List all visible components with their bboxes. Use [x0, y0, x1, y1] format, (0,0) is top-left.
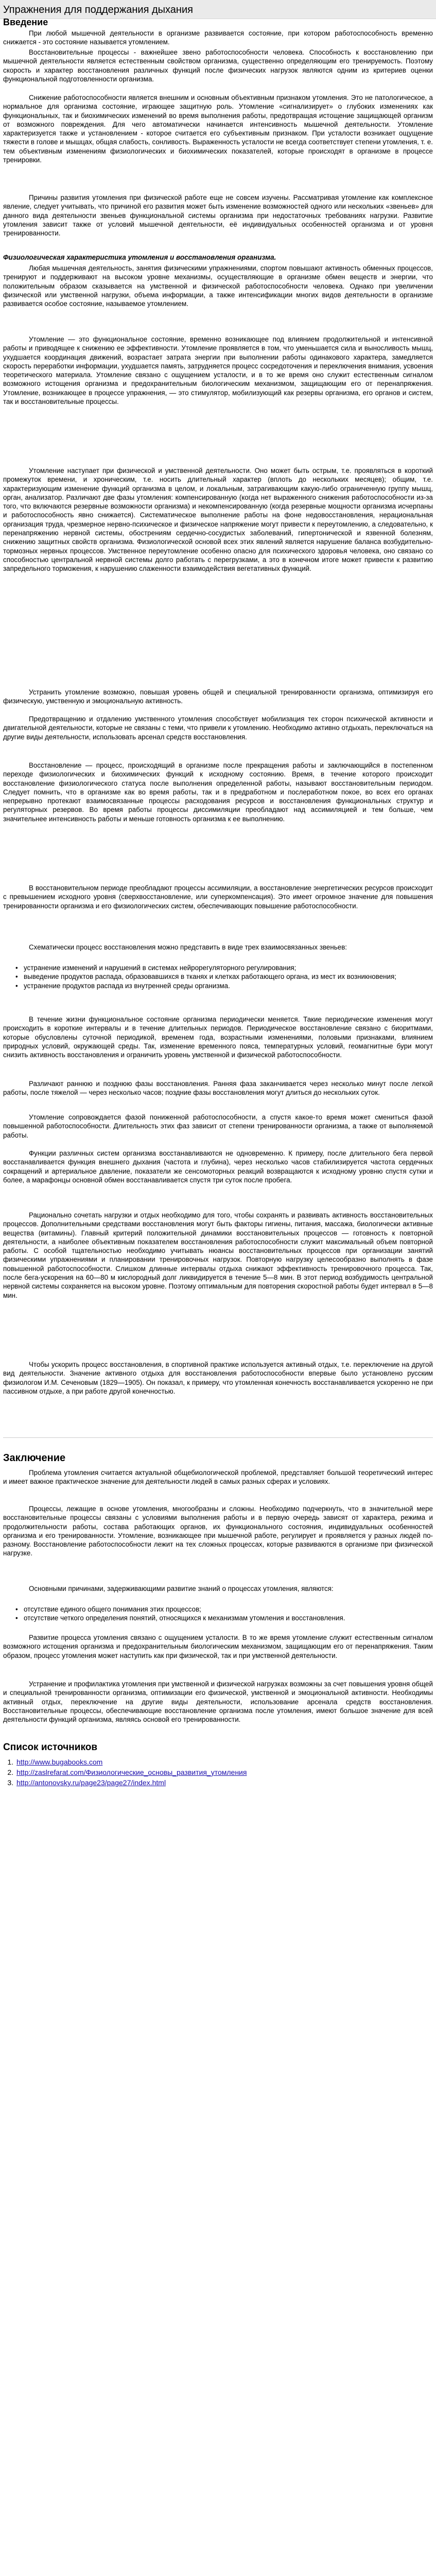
physio-paragraph-10: Различают раннюю и позднюю фазы восстановления. Ранняя фаза заканчивается через несколько минут после легкой работы, после тяжелой — через несколько часов; поздние фазы восстановления могут длиться до нескольких суток.: [3, 1080, 433, 1097]
physio-paragraph-6: Восстановление — процесс, происходящий в организме после прекращения работы и заключающийся в постепенном переходе физиологических и биохимических функций к исходному состоянию. Время, в течение которого происходит восстановление физиологического статуса после выполнения определенной работы, называют восстановительным периодом. Следует помнить, что в организме как во время работы, так и в предработном и послеработном покое, во всех его органах непрерывно протекают взаимосвязанные процессы расходования ресурсов и восстановления функциональных структур и регуляторных резервов. Во время работы процессы диссимиляции преобладают над ассимиляцией и тем больше, чем значительнее интенсивность работы и меньше готовность организма к ее выполнению.: [3, 761, 433, 823]
source-item: [15, 1777, 436, 1788]
conclusion-heading: Заключение: [3, 1452, 66, 1464]
source-link-2[interactable]: http://zaslrefarat.com/Физиологические_основы_развития_утомления: [16, 1768, 247, 1776]
sources-heading: Список источников: [3, 1742, 98, 1753]
conclusion-paragraph-1: Проблема утомления считается актуальной общебиологической проблемой, представляет большой теоретический интерес и имеет важное практическое значение для деятельности людей в самых разных сферах и условиях.: [3, 1469, 433, 1486]
intro-heading: Введение: [3, 17, 48, 27]
sources-list: [3, 1757, 436, 1788]
title-bar: [0, 0, 436, 19]
conclusion-paragraph-5: Устранение и профилактика утомления при умственной и физической нагрузках возможны за счет повышения уровня общей и специальной тренированности организма, оптимизации его физической, умственной и эмоциональной активности. Необходимы активный отдых, переключение на другие виды деятельности, использование арсенала средств восстановления. Восстановительные процессы, обеспечивающие восстановление организма после утомления, имеют большое значение для всей деятельности функций организма, являясь основой его тренированности.: [3, 1680, 433, 1724]
physio-paragraph-13: Рационально сочетать нагрузки и отдых необходимо для того, чтобы сохранять и развивать активность восстановительных процессов. Дополнительными средствами восстановления могут быть факторы гигиены, питания, массажа, биологически активные вещества (витамины). Главный критерий положительной динамики восстановительных процессов — готовность к повторной деятельности, а наиболее объективным показателем восстановления работоспособности служит максимальный объем повторной работы. С особой тщательностью необходимо учитывать нюансы восстановительных процессов при организации занятий физическими упражнениями и планировании тренировочных нагрузок. Повторную нагрузку целесообразно выполнять в фазе повышенной работоспособности. Слишком длинные интервалы отдыха снижают эффективность тренировочного процесса. Так, после бега-ускорения на 60—80 м кислородный долг ликвидируется в течение 5—8 мин. В этот период возбудимость центральной нервной системы сохраняется на высоком уровне. Поэтому оптимальным для повторения скоростной работы будет интервал в 5—8 мин.: [3, 1211, 433, 1299]
physio-paragraph-5: Предотвращению и отдалению умственного утомления способствует мобилизация тех сторон психической активности и двигательной деятельности, которые не связаны с теми, что привели к утомлению. Необходимо активно отдыхать, переключаться на другие виды деятельности, использовать арсенал средств восстановления.: [3, 715, 433, 741]
section-divider: [3, 1437, 433, 1438]
conclusion-list: [15, 1605, 432, 1623]
physio-paragraph-11: Утомление сопровождается фазой пониженной работоспособности, а спустя какое-то время может смениться фазой повышенной работоспособности. Длительность этих фаз зависит от степени тренированности организма, а также от выполняемой работы.: [3, 1113, 433, 1139]
list-item: • устранение изменений и нарушений в системах нейрорегуляторного регулирования;: [15, 963, 432, 972]
intro-paragraph-4: Причины развития утомления при физической работе еще не совсем изучены. Рассматривая утомление как комплексное явление, следует учитывать, что причиной его развития может быть изменение возможностей одного или нескольких «звеньев» для данного вида деятельности звеньев функциональной системы организма при недостаточных требованиях нагрузки. Развитие утомления зависит также от условий мышечной деятельности, её индивидуальных особенностей организма и от уровня тренированности.: [3, 194, 433, 238]
physio-paragraph-7: В восстановительном периоде преобладают процессы ассимиляции, а восстановление энергетических ресурсов происходит с превышением исходного уровня (сверхвосстановление, или суперкомпенсация). Это имеет огромное значение для повышения тренированности организма и его физиологических систем, обеспечивающих повышение работоспособности.: [3, 884, 433, 910]
source-item: [15, 1757, 436, 1767]
physio-paragraph-12: Функции различных систем организма восстанавливаются не одновременно. К примеру, после длительного бега первой восстанавливается функция внешнего дыхания (частота и глубина), через несколько часов стабилизируется частота сердечных сокращений и артериальное давление, показатели же сенсомоторных реакций возвращаются к исходному уровню спустя сутки и более, а марафонцы основной обмен восстанавливается спустя три суток после пробега.: [3, 1149, 433, 1184]
physio-paragraph-4: Устранить утомление возможно, повышая уровень общей и специальной тренированности организма, оптимизируя его физическую, умственную и эмоциональную активность.: [3, 688, 433, 705]
document-title: Упражнения для поддержания дыхания: [3, 4, 193, 15]
physio-paragraph-3: Утомление наступает при физической и умственной деятельности. Оно может быть острым, т.е. проявляться в короткий промежуток времени, и хроническим, т.е. носить длительный характер (вплоть до нескольких месяцев); общим, т.е. характеризующим изменение функций организма в целом, и локальным, затрагивающим какую-либо ограниченную группу мышц, орган, анализатор. Различают две фазы утомления: компенсированную (когда нет выраженного снижения работоспособности из-за того, что включаются резервные возможности организма) и некомпенсированную (когда резервные мощности организма исчерпаны и работоспособность явно снижается). Систематическое выполнение работы на фоне недовосстановления, нерациональная организация труда, чрезмерное нервно-психическое и физическое напряжение могут привести к переутомлению, а следовательно, к перенапряжению нервной системы, обострениям сердечно-сосудистых заболеваний, гипертонической и язвенной болезням, снижению защитных свойств организма. Физиологической основой всех этих явлений является нарушение баланса возбудительно-тормозных нервных процессов. Умственное переутомление особенно опасно для психического здоровья человека, оно связано со способностью центральной нервной системы долго работать с перегрузками, а это в конечном итоге может привести к развитию запредельного торможения, к нарушению слаженности взаимодействия вегетативных функций.: [3, 467, 433, 573]
physio-paragraph-8: Схематически процесс восстановления можно представить в виде трех взаимосвязанных звеньев:: [29, 943, 347, 951]
physio-paragraph-14: Чтобы ускорить процесс восстановления, в спортивной практике используется активный отдых, т.е. переключение на другой вид деятельности. Значение активного отдыха для восстановления работоспособности впервые было установлено русским физиологом И.М. Сеченовым (1829—1905). Он показал, к примеру, что утомленная конечность восстанавливается ускоренно не при пассивном отдыхе, а при работе другой конечностью.: [3, 1361, 433, 1395]
source-link-1[interactable]: http://www.bugabooks.com: [16, 1758, 103, 1766]
intro-paragraph-3: Снижение работоспособности является внешним и основным объективным признаком утомления. Это не патологическое, а нормальное для организма состояние, играющее защитную роль. Утомление «сигнализирует» о глубоких изменениях как функциональных, так и биохимических изменений во время выполнения работы, предотвращая истощение защищающей организм от возможного повреждения. Для чего автоматически начинается интенсивность мышечной деятельности. Утомление характеризуется также и установлением - которое считается его субъективным признаком. При усталости возникает ощущение тяжести в голове и мышцах, общая слабость, сонливость. Выраженность усталости не всегда соответствует степени утомления, т. е. тем объективным изменениям физиологических и биохимических показателей, которые происходят в организме в процессе тренировки.: [3, 94, 433, 164]
conclusion-paragraph-2: Процессы, лежащие в основе утомления, многообразны и сложны. Необходимо подчеркнуть, что в значительной мере восстановительные процессы связаны с условиями выполнения работы и в первую очередь зависят от характера, режима и продолжительности работы, состава работающих органов, их функционального состояния, индивидуальных особенностей организма и его тренированности. Утомление, возникающее при мышечной работе, регулирует и проявляется у разных людей по-разному. Восстановление работоспособности лежит на тех сложных процессах, которые развиваются в организме при физической нагрузке.: [3, 1505, 433, 1557]
conclusion-paragraph-4: Развитие процесса утомления связано с ощущением усталости. В то же время утомление служит естественным сигналом возможного истощения организма и предохранительным биологическим механизмом, защищающим его от перенапряжения. Таким образом, процесс утомления может наступить как при физической, так и при умственной деятельности.: [3, 1634, 433, 1659]
recovery-links-list: [15, 963, 432, 990]
source-link-3[interactable]: http://antonovsky.ru/page23/page27/index.html: [16, 1778, 166, 1787]
list-item: • выведение продуктов распада, образовавшихся в тканях и клетках работающего органа, из мест их возникновения;: [15, 972, 432, 981]
physio-paragraph-2: Утомление — это функциональное состояние, временно возникающее под влиянием продолжительной и интенсивной работы и приводящее к снижению ее эффективности. Утомление проявляется в том, что уменьшается сила и выносливость мышц, ухудшается координация движений, возрастает затрата энергии при выполнении работы одинакового характера, замедляется скорость переработки информации, ухудшается память, затрудняется процесс сосредоточения и переключения внимания, усвоения теоретического материала. Утомление связано с ощущением усталости, и в то же время оно служит естественным сигналом возможного истощения организма и предохранительным биологическим механизмом, защищающим его от перенапряжения. Утомление, возникающее в процессе упражнения, — это стимулятор, мобилизующий как резервы организма, его органов и систем, так и восстановительные процессы.: [3, 335, 433, 406]
conclusion-paragraph-3: Основными причинами, задерживающими развитие знаний о процессах утомления, являются:: [29, 1585, 334, 1592]
intro-paragraph-2: Восстановительные процессы - важнейшее звено работоспособности человека. Способность к восстановлению при мышечной деятельности является естественным свойством организма, существенно определяющим его тренируемость. Поэтому скорость и характер восстановления различных функций после физических нагрузок являются одним из критериев оценки функциональной подготовленности организма.: [3, 48, 433, 83]
list-item: • отсутствие единого общего понимания этих процессов;: [15, 1605, 432, 1614]
source-item: [15, 1767, 436, 1777]
physio-paragraph-9: В течение жизни функциональное состояние организма периодически меняется. Такие периодические изменения могут происходить в короткие интервалы и в течение длительных периодов. Периодическое восстановление связано с биоритмами, которые обусловлены суточной периодикой, временем года, возрастными изменениями, половыми признаками, влиянием природных условий, окружающей среды. Так, изменение временного пояса, температурных условий, геомагнитные бури могут снизить активность восстановления и ограничить уровень умственной и физической работоспособности.: [3, 1015, 433, 1059]
list-item: • отсутствие четкого определения понятий, относящихся к механизмам утомления и восстановления.: [15, 1614, 432, 1622]
physio-heading: Физиологическая характеристика утомления и восстановления организма.: [3, 253, 276, 261]
intro-paragraph-1: При любой мышечной деятельности в организме развивается состояние, при котором работоспособность временно снижается - это состояние называется утомлением.: [3, 29, 433, 46]
physio-paragraph-1: Любая мышечная деятельность, занятия физическими упражнениями, спортом повышают активность обменных процессов, тренируют и поддерживают на высоком уровне механизмы, осуществляющие в организме обмен веществ и энергии, что положительным образом сказывается на умственной и физической работоспособности человека. Однако при увеличении физической или умственной нагрузки, объема информации, а также интенсификации многих видов деятельности в организме развивается особое состояние, называемое утомлением.: [3, 264, 433, 308]
list-item: • устранение продуктов распада из внутренней среды организма.: [15, 981, 432, 990]
